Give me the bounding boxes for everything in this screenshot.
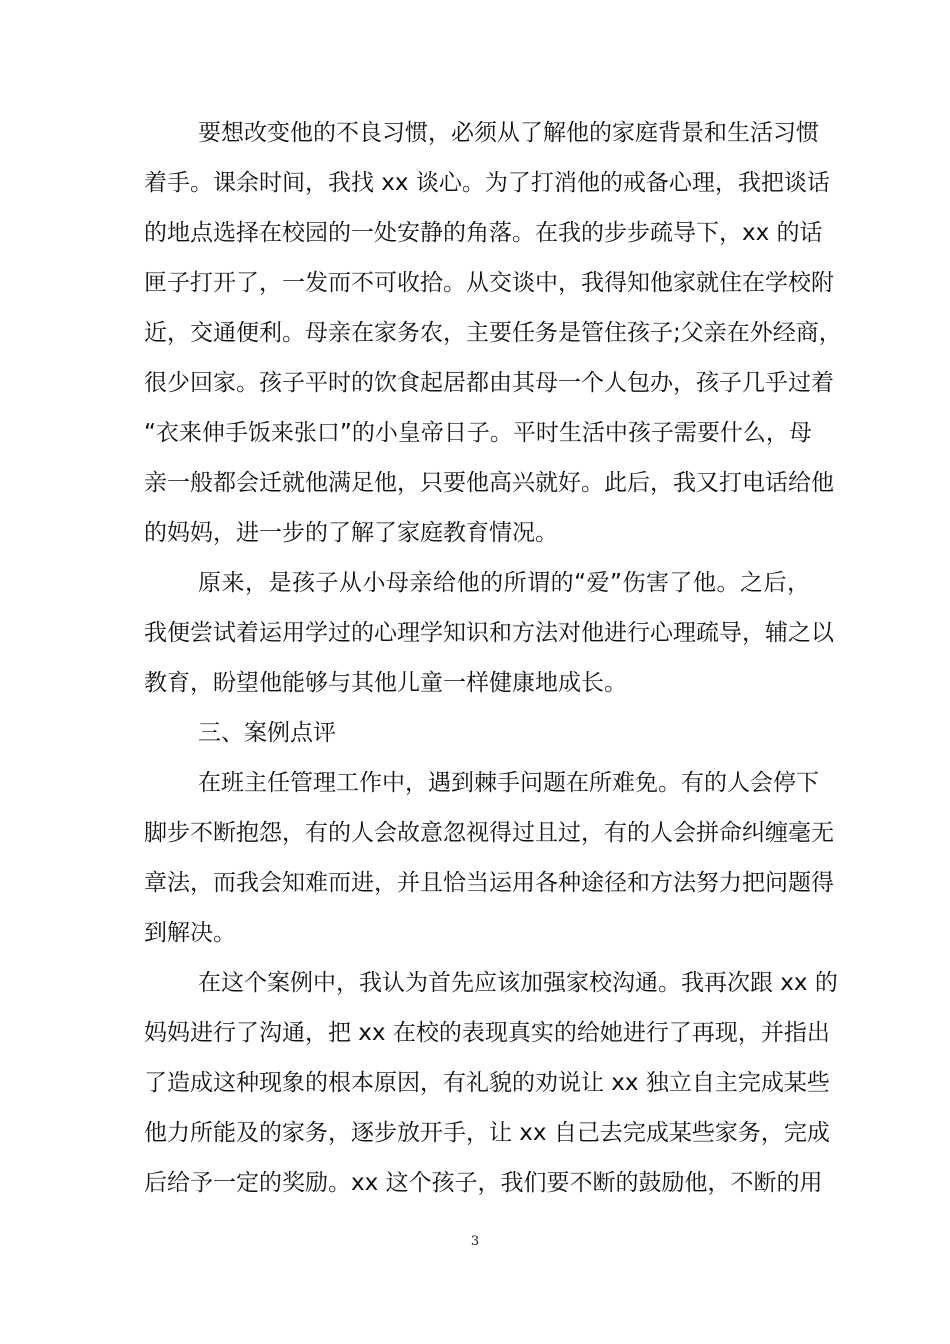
- page-number: 3: [470, 1234, 480, 1249]
- text-line: 后给予一定的奖励。xx 这个孩子，我们要不断的鼓励他，不断的用: [144, 1170, 823, 1196]
- text-line: 亲一般都会迁就他满足他，只要他高兴就好。此后，我又打电话给他: [144, 470, 834, 496]
- text-line: 要想改变他的不良习惯，必须从了解他的家庭背景和生活习惯: [198, 120, 819, 146]
- text-line: 我便尝试着运用学过的心理学知识和方法对他进行心理疏导，辅之以: [144, 620, 834, 646]
- text-line: 在班主任管理工作中，遇到棘手问题在所难免。有的人会停下: [198, 770, 819, 796]
- text-line: 到解决。: [144, 920, 236, 946]
- text-line: 的妈妈，进一步的了解了家庭教育情况。: [144, 520, 558, 546]
- text-line: 他力所能及的家务，逐步放开手，让 xx 自己去完成某些家务，完成: [144, 1120, 830, 1146]
- text-line: 的地点选择在校园的一处安静的角落。在我的步步疏导下，xx 的话: [144, 220, 823, 246]
- text-line: 了造成这种现象的根本原因，有礼貌的劝说让 xx 独立自主完成某些: [144, 1070, 830, 1096]
- text-line: 着手。课余时间，我找 xx 谈心。为了打消他的戒备心理，我把谈话: [144, 170, 830, 196]
- text-line: 原来，是孩子从小母亲给他的所谓的“爱”伤害了他。之后，: [198, 570, 810, 596]
- text-line: 近，交通便利。母亲在家务农，主要任务是管住孩子;父亲在外经商，: [144, 320, 842, 346]
- text-line: 妈妈进行了沟通，把 xx 在校的表现真实的给她进行了再现，并指出: [144, 1020, 830, 1046]
- text-line: 匣子打开了，一发而不可收拾。从交谈中，我得知他家就住在学校附: [144, 270, 834, 296]
- text-line: 脚步不断抱怨，有的人会故意忽视得过且过，有的人会拼命纠缠毫无: [144, 820, 834, 846]
- text-line: 在这个案例中，我认为首先应该加强家校沟通。我再次跟 xx 的: [198, 970, 838, 996]
- text-line: 章法，而我会知难而进，并且恰当运用各种途径和方法努力把问题得: [144, 870, 834, 896]
- text-line: “衣来伸手饭来张口”的小皇帝日子。平时生活中孩子需要什么，母: [144, 420, 812, 446]
- text-line: 三、案例点评: [198, 720, 336, 746]
- text-line: 教育，盼望他能够与其他儿童一样健康地成长。: [144, 670, 627, 696]
- text-line: 很少回家。孩子平时的饮食起居都由其母一个人包办，孩子几乎过着: [144, 370, 834, 396]
